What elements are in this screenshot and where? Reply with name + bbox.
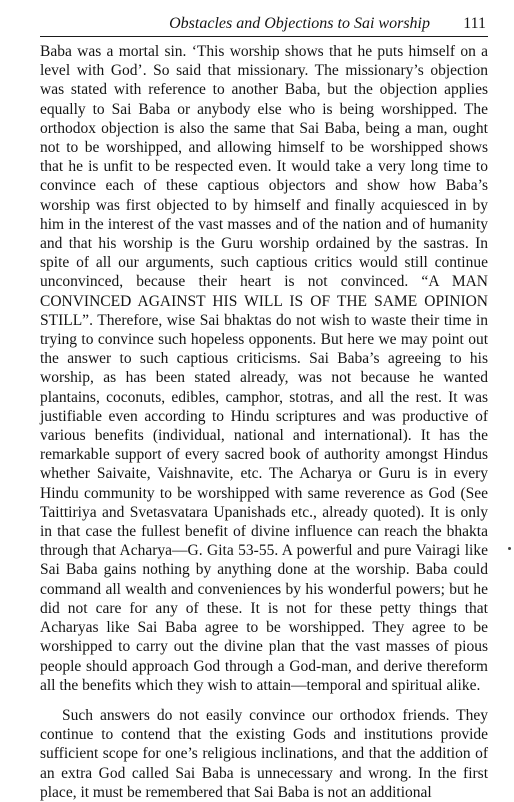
paragraph-2: Such answers do not easily convince our orthodox friends. They continue to contend that the existing Gods and institutions provide sufficient scope for one’s religious inclinations, and that the addition of an extra God called Sai Baba is unnecessary and wrong. In the first place, it must be remembered that Sai Baba is not an additional (40, 706, 488, 801)
body-text (40, 42, 488, 802)
print-speck (508, 547, 511, 550)
running-header (40, 12, 488, 37)
paragraph-1: Baba was a mortal sin. ‘This worship shows that he puts himself on a level with God’. So said that missionary. The missionary’s objection was stated with reference to another Baba, but the objection applies equally to Sai Baba or anybody else who is being worshipped. The orthodox objection is also the same that Sai Baba, being a man, ought not to be worshipped, and allowing himself to be worshipped shows that he is unfit to be respected even. It would take a very long time to convince each of these captious objectors and show how Baba’s worship was first objected to by himself and finally acquiesced in by him in the interest of the vast masses and of the nation and of humanity and that his worship is the Guru worship ordained by the sastras. In spite of all our arguments, such captious critics would still continue unconvinced, because their heart is not convinced. “A MAN CONVINCED AGAINST HIS WILL IS OF THE SAME OPINION STILL”. Therefore, wise Sai bhaktas do not wish to waste their time in trying to convince such hopeless opponents. But here we may point out the answer to such captious criticisms. Sai Baba’s agreeing to his worship, as has been stated already, was not because he wanted plantains, coconuts, edibles, camphor, stotras, and all the rest. It was justifiable even according to Hindu scriptures and was productive of various benefits (individual, national and international). It has the remarkable support of every sacred book of authority amongst Hindus whether Saivaite, Vaishnavite, etc. The Acharya or Guru is in every Hindu community to be worshipped with same reverence as God (See Taittiriya and Svetasvatara Upanishads etc., already quoted). It is only in that case the fullest benefit of divine influence can reach the bhakta through that Acharya—G. Gita 53-55. A powerful and pure Vairagi like Sai Baba gains nothing by anything done at the worship. Baba could command all wealth and conveniences by his wonderful powers; but he did not care for any of these. It is not for these petty things that Acharyas like Sai Baba agree to be worshipped. They agree to be worshipped to carry out the divine plan that the vast masses of pious people should approach God through a God-man, and derive thereform all the benefits which they wish to attain—temporal and spiritual alike. (40, 43, 488, 694)
page-number: 111 (463, 15, 486, 32)
running-title: Obstacles and Objections to Sai worship (169, 15, 430, 32)
